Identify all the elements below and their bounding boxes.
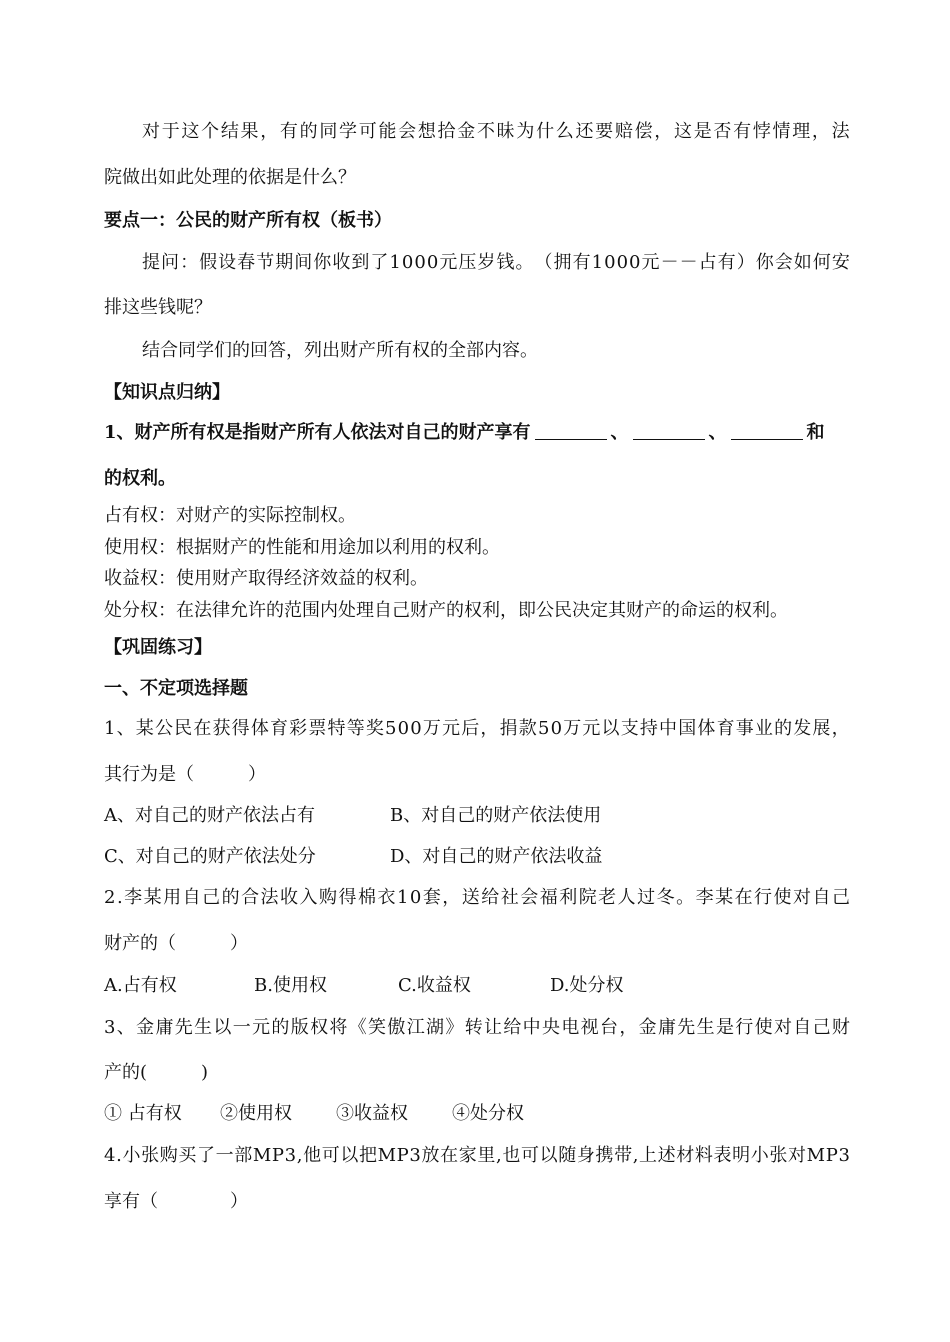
q3-option-1[interactable]: ① 占有权 (104, 1103, 182, 1124)
fill-blank-1[interactable] (535, 421, 607, 440)
q3-option-3[interactable]: ③收益权 (336, 1103, 408, 1124)
q3-option-4[interactable]: ④处分权 (452, 1103, 524, 1124)
fill-blank-3[interactable] (731, 421, 803, 440)
definition-sep-2: 、 (708, 422, 727, 443)
intro-line-2: 院做出如此处理的依据是什么？ (104, 167, 356, 188)
definition-prefix: 1、财产所有权是指财产所有人依法对自己的财产享有 (104, 422, 531, 443)
right-disposal: 处分权：在法律允许的范围内处理自己财产的权利，即公民决定其财产的命运的权利。 (104, 600, 788, 621)
q1-option-d[interactable]: D、对自己的财产依法收益 (390, 846, 603, 867)
section-title: 一、不定项选择题 (104, 678, 248, 699)
definition-line-1 (104, 421, 850, 445)
q4-line-2: 享有（ ） (104, 1191, 248, 1212)
fill-blank-2[interactable] (633, 421, 705, 440)
q2-option-c[interactable]: C.收益权 (398, 975, 471, 996)
point-one-heading: 要点一：公民的财产所有权（板书） (104, 210, 392, 231)
q1-option-c[interactable]: C、对自己的财产依法处分 (104, 846, 316, 867)
q2-option-a[interactable]: A.占有权 (104, 975, 177, 996)
q3-line-2: 产的( ) (104, 1062, 209, 1083)
definition-suffix: 和 (806, 422, 825, 443)
q2-option-d[interactable]: D.处分权 (550, 975, 624, 996)
intro-line-1: 对 于 这 个 结 果 ， 有 的 同 学 可 能 会 想 拾 金 不 昧 为 什 么 还 要 赔 偿 ， 这 是 否 有 悖 情 理 ， 法 (142, 121, 850, 142)
practice-heading: 【巩固练习】 (104, 637, 212, 658)
right-possession: 占有权：对财产的实际控制权。 (104, 505, 356, 526)
question-line-1: 提 问 ： 假 设 春 节 期 间 你 收 到 了 1 0 0 0 元 压 岁 钱 。 （ 拥 有 1 0 0 0 元 － － 占 有 ） 你 会 如 何 安 (142, 252, 850, 273)
knowledge-heading: 【知识点归纳】 (104, 382, 230, 403)
q1-option-a[interactable]: A、对自己的财产依法占有 (104, 805, 315, 826)
definition-line-2: 的权利。 (104, 468, 176, 489)
q4-line-1: 4 . 小 张 购 买 了 一 部 M P 3 , 他 可 以 把 M P 3 放 在 家 里 , 也 可 以 随 身 携 带 , 上 述 材 料 表 明 小 张 对 M P 3 (104, 1145, 850, 1166)
q1-line-2: 其行为是（ ） (104, 764, 266, 785)
q2-option-b[interactable]: B.使用权 (254, 975, 327, 996)
summary-instruction: 结合同学们的回答，列出财产所有权的全部内容。 (142, 340, 538, 361)
right-income: 收益权：使用财产取得经济效益的权利。 (104, 568, 428, 589)
q3-option-2[interactable]: ②使用权 (220, 1103, 292, 1124)
definition-sep-1: 、 (610, 422, 629, 443)
q1-option-b[interactable]: B、对自己的财产依法使用 (390, 805, 602, 826)
q2-line-1: 2 . 李 某 用 自 己 的 合 法 收 入 购 得 棉 衣 1 0 套 ， 送 给 社 会 福 利 院 老 人 过 冬 。 李 某 在 行 使 对 自 己 (104, 887, 850, 908)
question-line-2: 排这些钱呢？ (104, 297, 212, 318)
q1-line-1: 1 、 某 公 民 在 获 得 体 育 彩 票 特 等 奖 5 0 0 万 元 后 ， 捐 款 5 0 万 元 以 支 持 中 国 体 育 事 业 的 发 展 ， (104, 718, 850, 739)
q2-line-2: 财产的（ ） (104, 933, 248, 954)
right-use: 使用权：根据财产的性能和用途加以利用的权利。 (104, 537, 500, 558)
q3-line-1: 3 、 金 庸 先 生 以 一 元 的 版 权 将 《 笑 傲 江 湖 》 转 让 给 中 央 电 视 台 ， 金 庸 先 生 是 行 使 对 自 己 财 (104, 1017, 850, 1038)
